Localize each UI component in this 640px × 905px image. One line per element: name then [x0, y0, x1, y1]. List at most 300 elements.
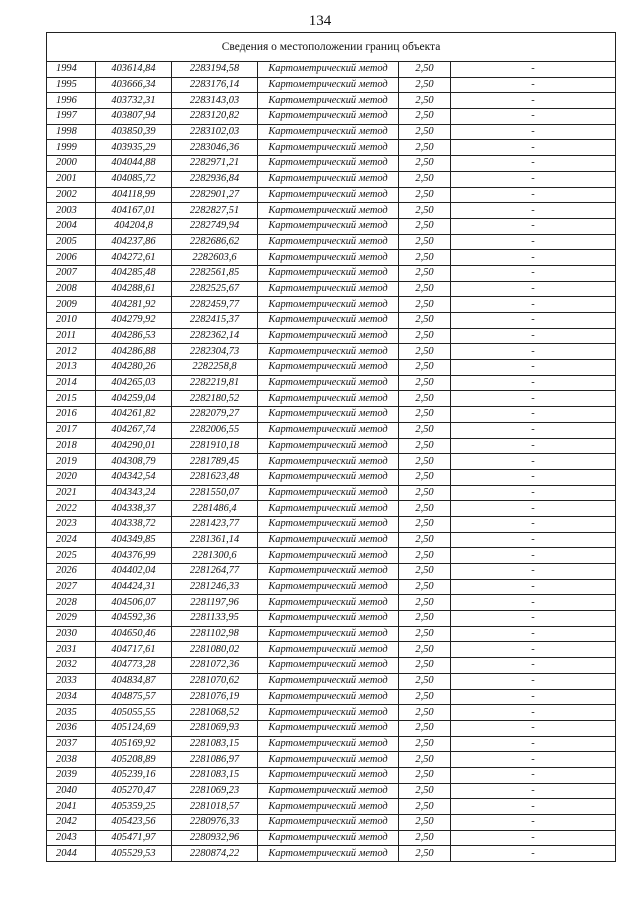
precision-cell: 2,50 — [399, 281, 451, 297]
precision-cell: 2,50 — [399, 548, 451, 564]
table-row — [47, 156, 616, 172]
table-row — [47, 673, 616, 689]
description-cell: - — [451, 642, 616, 658]
x-coordinate-cell: 404285,48 — [96, 265, 172, 281]
y-coordinate-cell: 2281102,98 — [172, 626, 258, 642]
description-cell: - — [451, 171, 616, 187]
description-cell: - — [451, 485, 616, 501]
x-coordinate-cell: 405471,97 — [96, 830, 172, 846]
x-coordinate-cell: 404290,01 — [96, 438, 172, 454]
precision-cell: 2,50 — [399, 532, 451, 548]
description-cell: - — [451, 469, 616, 485]
y-coordinate-cell: 2280976,33 — [172, 815, 258, 831]
y-coordinate-cell: 2281069,93 — [172, 720, 258, 736]
description-cell: - — [451, 124, 616, 140]
method-cell: Картометрический метод — [258, 736, 399, 752]
table-row — [47, 752, 616, 768]
y-coordinate-cell: 2282749,94 — [172, 218, 258, 234]
point-number-cell: 2018 — [47, 438, 96, 454]
point-number-cell: 2025 — [47, 548, 96, 564]
y-coordinate-cell: 2282415,37 — [172, 313, 258, 329]
x-coordinate-cell: 404288,61 — [96, 281, 172, 297]
point-number-cell: 2027 — [47, 579, 96, 595]
x-coordinate-cell: 404259,04 — [96, 391, 172, 407]
precision-cell: 2,50 — [399, 344, 451, 360]
method-cell: Картометрический метод — [258, 658, 399, 674]
table-row — [47, 658, 616, 674]
description-cell: - — [451, 281, 616, 297]
method-cell: Картометрический метод — [258, 642, 399, 658]
method-cell: Картометрический метод — [258, 109, 399, 125]
description-cell: - — [451, 156, 616, 172]
table-row — [47, 360, 616, 376]
precision-cell: 2,50 — [399, 469, 451, 485]
description-cell: - — [451, 265, 616, 281]
description-cell: - — [451, 360, 616, 376]
x-coordinate-cell: 403732,31 — [96, 93, 172, 109]
table-row — [47, 454, 616, 470]
y-coordinate-cell: 2282686,62 — [172, 234, 258, 250]
y-coordinate-cell: 2281086,97 — [172, 752, 258, 768]
table-row — [47, 375, 616, 391]
x-coordinate-cell: 405423,56 — [96, 815, 172, 831]
description-cell: - — [451, 705, 616, 721]
description-cell: - — [451, 62, 616, 78]
precision-cell: 2,50 — [399, 626, 451, 642]
x-coordinate-cell: 404272,61 — [96, 250, 172, 266]
table-row — [47, 564, 616, 580]
method-cell: Картометрический метод — [258, 140, 399, 156]
table-row — [47, 93, 616, 109]
description-cell: - — [451, 720, 616, 736]
y-coordinate-cell: 2283143,03 — [172, 93, 258, 109]
table-row — [47, 532, 616, 548]
table-row — [47, 469, 616, 485]
table-row — [47, 171, 616, 187]
point-number-cell: 2033 — [47, 673, 96, 689]
y-coordinate-cell: 2282901,27 — [172, 187, 258, 203]
x-coordinate-cell: 404280,26 — [96, 360, 172, 376]
x-coordinate-cell: 404717,61 — [96, 642, 172, 658]
method-cell: Картометрический метод — [258, 469, 399, 485]
y-coordinate-cell: 2282603,6 — [172, 250, 258, 266]
table-row — [47, 281, 616, 297]
x-coordinate-cell: 405270,47 — [96, 783, 172, 799]
description-cell: - — [451, 109, 616, 125]
method-cell: Картометрический метод — [258, 815, 399, 831]
description-cell: - — [451, 313, 616, 329]
table-row — [47, 203, 616, 219]
table-row — [47, 815, 616, 831]
x-coordinate-cell: 405239,16 — [96, 767, 172, 783]
x-coordinate-cell: 404265,03 — [96, 375, 172, 391]
table-row — [47, 548, 616, 564]
y-coordinate-cell: 2281550,07 — [172, 485, 258, 501]
point-number-cell: 2034 — [47, 689, 96, 705]
table-row — [47, 187, 616, 203]
point-number-cell: 1997 — [47, 109, 96, 125]
precision-cell: 2,50 — [399, 752, 451, 768]
description-cell: - — [451, 595, 616, 611]
point-number-cell: 2020 — [47, 469, 96, 485]
method-cell: Картометрический метод — [258, 187, 399, 203]
point-number-cell: 2039 — [47, 767, 96, 783]
table-row — [47, 501, 616, 517]
description-cell: - — [451, 752, 616, 768]
method-cell: Картометрический метод — [258, 265, 399, 281]
table-row — [47, 846, 616, 862]
x-coordinate-cell: 404267,74 — [96, 422, 172, 438]
precision-cell: 2,50 — [399, 77, 451, 93]
table-row — [47, 124, 616, 140]
x-coordinate-cell: 404424,31 — [96, 579, 172, 595]
precision-cell: 2,50 — [399, 250, 451, 266]
point-number-cell: 1999 — [47, 140, 96, 156]
table-row — [47, 77, 616, 93]
description-cell: - — [451, 736, 616, 752]
precision-cell: 2,50 — [399, 391, 451, 407]
x-coordinate-cell: 404506,07 — [96, 595, 172, 611]
table-row — [47, 783, 616, 799]
point-number-cell: 2013 — [47, 360, 96, 376]
description-cell: - — [451, 564, 616, 580]
point-number-cell: 2000 — [47, 156, 96, 172]
y-coordinate-cell: 2282304,73 — [172, 344, 258, 360]
method-cell: Картометрический метод — [258, 626, 399, 642]
description-cell: - — [451, 799, 616, 815]
y-coordinate-cell: 2281070,62 — [172, 673, 258, 689]
description-cell: - — [451, 203, 616, 219]
description-cell: - — [451, 344, 616, 360]
x-coordinate-cell: 404044,88 — [96, 156, 172, 172]
description-cell: - — [451, 516, 616, 532]
x-coordinate-cell: 404167,01 — [96, 203, 172, 219]
precision-cell: 2,50 — [399, 375, 451, 391]
precision-cell: 2,50 — [399, 658, 451, 674]
precision-cell: 2,50 — [399, 689, 451, 705]
method-cell: Картометрический метод — [258, 407, 399, 423]
precision-cell: 2,50 — [399, 407, 451, 423]
x-coordinate-cell: 403850,39 — [96, 124, 172, 140]
point-number-cell: 2026 — [47, 564, 96, 580]
description-cell: - — [451, 767, 616, 783]
y-coordinate-cell: 2281083,15 — [172, 736, 258, 752]
x-coordinate-cell: 403614,84 — [96, 62, 172, 78]
y-coordinate-cell: 2281072,36 — [172, 658, 258, 674]
description-cell: - — [451, 658, 616, 674]
y-coordinate-cell: 2282936,84 — [172, 171, 258, 187]
y-coordinate-cell: 2282459,77 — [172, 297, 258, 313]
point-number-cell: 2006 — [47, 250, 96, 266]
x-coordinate-cell: 404343,24 — [96, 485, 172, 501]
x-coordinate-cell: 405169,92 — [96, 736, 172, 752]
description-cell: - — [451, 548, 616, 564]
point-number-cell: 2031 — [47, 642, 96, 658]
x-coordinate-cell: 404592,36 — [96, 611, 172, 627]
table-row — [47, 720, 616, 736]
x-coordinate-cell: 404281,92 — [96, 297, 172, 313]
point-number-cell: 1998 — [47, 124, 96, 140]
description-cell: - — [451, 783, 616, 799]
description-cell: - — [451, 375, 616, 391]
point-number-cell: 2038 — [47, 752, 96, 768]
method-cell: Картометрический метод — [258, 422, 399, 438]
description-cell: - — [451, 407, 616, 423]
method-cell: Картометрический метод — [258, 516, 399, 532]
method-cell: Картометрический метод — [258, 548, 399, 564]
method-cell: Картометрический метод — [258, 720, 399, 736]
point-number-cell: 2029 — [47, 611, 96, 627]
method-cell: Картометрический метод — [258, 375, 399, 391]
description-cell: - — [451, 611, 616, 627]
table-row — [47, 109, 616, 125]
point-number-cell: 2032 — [47, 658, 96, 674]
method-cell: Картометрический метод — [258, 501, 399, 517]
table-row — [47, 705, 616, 721]
table-row — [47, 297, 616, 313]
y-coordinate-cell: 2282258,8 — [172, 360, 258, 376]
x-coordinate-cell: 404286,88 — [96, 344, 172, 360]
precision-cell: 2,50 — [399, 62, 451, 78]
description-cell: - — [451, 140, 616, 156]
point-number-cell: 2030 — [47, 626, 96, 642]
description-cell: - — [451, 187, 616, 203]
description-cell: - — [451, 391, 616, 407]
table-row — [47, 218, 616, 234]
point-number-cell: 2044 — [47, 846, 96, 862]
precision-cell: 2,50 — [399, 815, 451, 831]
x-coordinate-cell: 405208,89 — [96, 752, 172, 768]
method-cell: Картометрический метод — [258, 360, 399, 376]
description-cell: - — [451, 438, 616, 454]
method-cell: Картометрический метод — [258, 344, 399, 360]
x-coordinate-cell: 404279,92 — [96, 313, 172, 329]
table-row — [47, 689, 616, 705]
method-cell: Картометрический метод — [258, 203, 399, 219]
x-coordinate-cell: 404376,99 — [96, 548, 172, 564]
description-cell: - — [451, 673, 616, 689]
method-cell: Картометрический метод — [258, 328, 399, 344]
y-coordinate-cell: 2281423,77 — [172, 516, 258, 532]
y-coordinate-cell: 2281264,77 — [172, 564, 258, 580]
point-number-cell: 2014 — [47, 375, 96, 391]
precision-cell: 2,50 — [399, 360, 451, 376]
x-coordinate-cell: 405055,55 — [96, 705, 172, 721]
point-number-cell: 2019 — [47, 454, 96, 470]
x-coordinate-cell: 404773,28 — [96, 658, 172, 674]
x-coordinate-cell: 404261,82 — [96, 407, 172, 423]
y-coordinate-cell: 2283176,14 — [172, 77, 258, 93]
x-coordinate-cell: 404875,57 — [96, 689, 172, 705]
point-number-cell: 2003 — [47, 203, 96, 219]
precision-cell: 2,50 — [399, 799, 451, 815]
table-title: Сведения о местоположении границ объекта — [47, 33, 616, 62]
precision-cell: 2,50 — [399, 297, 451, 313]
table-row — [47, 485, 616, 501]
table-row — [47, 313, 616, 329]
y-coordinate-cell: 2281133,95 — [172, 611, 258, 627]
y-coordinate-cell: 2283120,82 — [172, 109, 258, 125]
precision-cell: 2,50 — [399, 422, 451, 438]
precision-cell: 2,50 — [399, 767, 451, 783]
description-cell: - — [451, 815, 616, 831]
method-cell: Картометрический метод — [258, 438, 399, 454]
y-coordinate-cell: 2281197,96 — [172, 595, 258, 611]
precision-cell: 2,50 — [399, 234, 451, 250]
description-cell: - — [451, 328, 616, 344]
method-cell: Картометрический метод — [258, 705, 399, 721]
method-cell: Картометрический метод — [258, 93, 399, 109]
method-cell: Картометрический метод — [258, 281, 399, 297]
y-coordinate-cell: 2281080,02 — [172, 642, 258, 658]
table-row — [47, 234, 616, 250]
description-cell: - — [451, 626, 616, 642]
table-row — [47, 799, 616, 815]
x-coordinate-cell: 403807,94 — [96, 109, 172, 125]
y-coordinate-cell: 2281623,48 — [172, 469, 258, 485]
point-number-cell: 2043 — [47, 830, 96, 846]
precision-cell: 2,50 — [399, 203, 451, 219]
description-cell: - — [451, 77, 616, 93]
x-coordinate-cell: 405359,25 — [96, 799, 172, 815]
precision-cell: 2,50 — [399, 124, 451, 140]
point-number-cell: 2040 — [47, 783, 96, 799]
description-cell: - — [451, 579, 616, 595]
description-cell: - — [451, 218, 616, 234]
precision-cell: 2,50 — [399, 564, 451, 580]
table-row — [47, 767, 616, 783]
method-cell: Картометрический метод — [258, 454, 399, 470]
table-body — [47, 33, 616, 862]
precision-cell: 2,50 — [399, 705, 451, 721]
method-cell: Картометрический метод — [258, 846, 399, 862]
point-number-cell: 2042 — [47, 815, 96, 831]
method-cell: Картометрический метод — [258, 564, 399, 580]
point-number-cell: 2011 — [47, 328, 96, 344]
x-coordinate-cell: 404402,04 — [96, 564, 172, 580]
table-row — [47, 328, 616, 344]
precision-cell: 2,50 — [399, 611, 451, 627]
precision-cell: 2,50 — [399, 328, 451, 344]
point-number-cell: 2016 — [47, 407, 96, 423]
method-cell: Картометрический метод — [258, 391, 399, 407]
y-coordinate-cell: 2282971,21 — [172, 156, 258, 172]
table-row — [47, 516, 616, 532]
method-cell: Картометрический метод — [258, 171, 399, 187]
precision-cell: 2,50 — [399, 93, 451, 109]
y-coordinate-cell: 2280874,22 — [172, 846, 258, 862]
y-coordinate-cell: 2281018,57 — [172, 799, 258, 815]
point-number-cell: 2023 — [47, 516, 96, 532]
y-coordinate-cell: 2281361,14 — [172, 532, 258, 548]
method-cell: Картометрический метод — [258, 485, 399, 501]
precision-cell: 2,50 — [399, 846, 451, 862]
y-coordinate-cell: 2281300,6 — [172, 548, 258, 564]
x-coordinate-cell: 403666,34 — [96, 77, 172, 93]
table-row — [47, 438, 616, 454]
table-row — [47, 736, 616, 752]
y-coordinate-cell: 2282827,51 — [172, 203, 258, 219]
x-coordinate-cell: 404286,53 — [96, 328, 172, 344]
description-cell: - — [451, 689, 616, 705]
x-coordinate-cell: 404338,37 — [96, 501, 172, 517]
description-cell: - — [451, 454, 616, 470]
point-number-cell: 2021 — [47, 485, 96, 501]
precision-cell: 2,50 — [399, 156, 451, 172]
precision-cell: 2,50 — [399, 438, 451, 454]
point-number-cell: 2002 — [47, 187, 96, 203]
method-cell: Картометрический метод — [258, 783, 399, 799]
y-coordinate-cell: 2281910,18 — [172, 438, 258, 454]
precision-cell: 2,50 — [399, 171, 451, 187]
table-row — [47, 611, 616, 627]
table-row — [47, 344, 616, 360]
table-row — [47, 626, 616, 642]
point-number-cell: 2041 — [47, 799, 96, 815]
method-cell: Картометрический метод — [258, 156, 399, 172]
method-cell: Картометрический метод — [258, 532, 399, 548]
precision-cell: 2,50 — [399, 673, 451, 689]
precision-cell: 2,50 — [399, 783, 451, 799]
point-number-cell: 2010 — [47, 313, 96, 329]
x-coordinate-cell: 403935,29 — [96, 140, 172, 156]
point-number-cell: 2022 — [47, 501, 96, 517]
description-cell: - — [451, 297, 616, 313]
precision-cell: 2,50 — [399, 736, 451, 752]
precision-cell: 2,50 — [399, 140, 451, 156]
method-cell: Картометрический метод — [258, 611, 399, 627]
method-cell: Картометрический метод — [258, 595, 399, 611]
table-row — [47, 595, 616, 611]
x-coordinate-cell: 404342,54 — [96, 469, 172, 485]
table-row — [47, 422, 616, 438]
x-coordinate-cell: 404085,72 — [96, 171, 172, 187]
method-cell: Картометрический метод — [258, 799, 399, 815]
point-number-cell: 2017 — [47, 422, 96, 438]
table-row — [47, 407, 616, 423]
point-number-cell: 2024 — [47, 532, 96, 548]
method-cell: Картометрический метод — [258, 830, 399, 846]
page-number: 134 — [308, 13, 332, 29]
table-title-row — [47, 33, 616, 62]
x-coordinate-cell: 404308,79 — [96, 454, 172, 470]
method-cell: Картометрический метод — [258, 579, 399, 595]
table-row — [47, 642, 616, 658]
y-coordinate-cell: 2281083,15 — [172, 767, 258, 783]
precision-cell: 2,50 — [399, 579, 451, 595]
table-row — [47, 140, 616, 156]
precision-cell: 2,50 — [399, 595, 451, 611]
y-coordinate-cell: 2283046,36 — [172, 140, 258, 156]
method-cell: Картометрический метод — [258, 62, 399, 78]
description-cell: - — [451, 830, 616, 846]
point-number-cell: 2036 — [47, 720, 96, 736]
table-row — [47, 579, 616, 595]
y-coordinate-cell: 2281068,52 — [172, 705, 258, 721]
method-cell: Картометрический метод — [258, 77, 399, 93]
description-cell: - — [451, 532, 616, 548]
method-cell: Картометрический метод — [258, 234, 399, 250]
point-number-cell: 2008 — [47, 281, 96, 297]
description-cell: - — [451, 234, 616, 250]
point-number-cell: 2012 — [47, 344, 96, 360]
table-row — [47, 830, 616, 846]
point-number-cell: 1996 — [47, 93, 96, 109]
point-number-cell: 2009 — [47, 297, 96, 313]
description-cell: - — [451, 846, 616, 862]
method-cell: Картометрический метод — [258, 218, 399, 234]
method-cell: Картометрический метод — [258, 673, 399, 689]
